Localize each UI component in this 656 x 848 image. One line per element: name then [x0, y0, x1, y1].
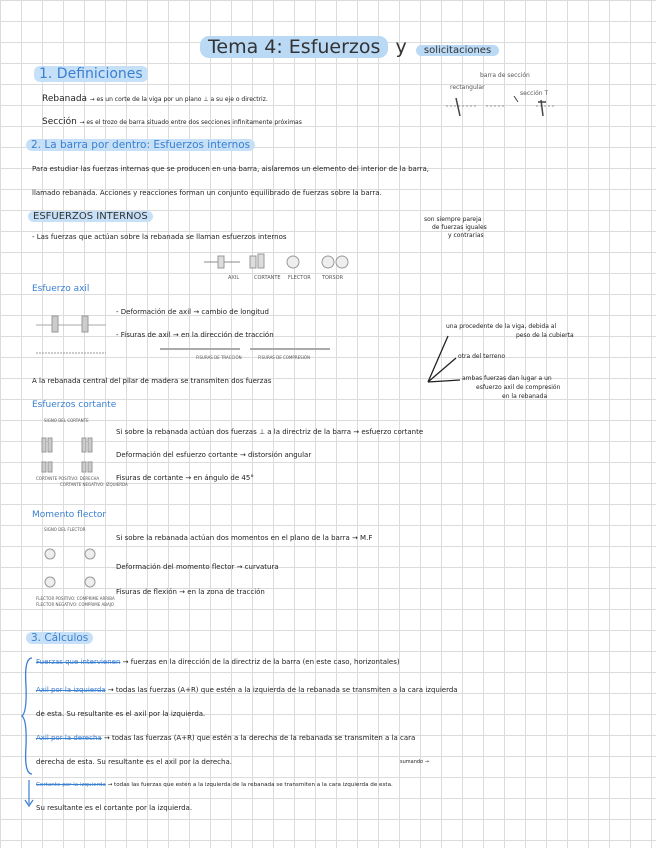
section-1-heading: 1. Definiciones: [34, 66, 148, 82]
cortante-pos-label: CORTANTE POSITIVO: DERECHA: [36, 476, 100, 481]
section-2-heading: 2. La barra por dentro: Esfuerzos internos: [26, 139, 255, 151]
fig-T-label: sección T: [520, 90, 549, 97]
calculos-brace: [22, 656, 36, 776]
seccion-text: → es el trozo de barra situado entre dos secciones infinitamente próximas: [79, 119, 302, 126]
flector-neg-label: FLECTOR NEGATIVO: COMPRIME ABAJO: [36, 602, 115, 607]
pilar-line: A la rebanada central del pilar de madera se transmiten dos fuerzas: [32, 377, 272, 385]
flector-item-1: Si sobre la rebanada actúan dos momentos en el plano de la barra → M.F: [116, 534, 373, 542]
fisuras-traccion-label: FISURAS DE TRACCIÓN: [196, 355, 242, 360]
calculos-term-1: Fuerzas que intervienen: [36, 658, 121, 666]
fig-barra-label: barra de sección: [480, 72, 530, 79]
flector-signo-label: SIGNO DEL FLECTOR: [44, 527, 86, 532]
seccion-definition: [42, 117, 302, 127]
note-line-3: y contrarias: [448, 232, 484, 239]
calculos-note-3: sumando →: [400, 759, 429, 765]
calculos-text-4b: Su resultante es el cortante por la izquierda.: [36, 804, 193, 812]
cortante-item-2: Deformación del esfuerzo cortante → distorsión angular: [116, 451, 312, 459]
calculos-text-2b: de esta. Su resultante es el axil por la izquierda.: [36, 710, 206, 718]
cortante-heading: Esfuerzos cortante: [32, 400, 117, 410]
flector-pos-label: FLECTOR POSITIVO: COMPRIME ARRIBA: [36, 596, 115, 601]
calculos-term-4: Cortante por la izquierda: [36, 782, 106, 788]
flector-heading: Momento flector: [32, 510, 107, 520]
title-main: Tema 4: Esfuerzos: [200, 36, 388, 58]
calculos-term-3: Axil por la derecha: [36, 734, 102, 742]
rebanada-term: Rebanada: [42, 94, 88, 104]
note-line-2: de fuerzas iguales: [432, 224, 487, 231]
note-line-1: son siempre pareja: [424, 216, 482, 223]
cortante-item-3: Fisuras de cortante → en ángulo de 45°: [116, 474, 254, 482]
fig-label-flector: FLECTOR: [288, 275, 311, 281]
calculos-line-4: [36, 782, 393, 788]
cortante-item-1: Si sobre la rebanada actúan dos fuerzas ⊥ a la directriz de la barra → esfuerzo cortante: [116, 428, 424, 436]
axil-item-2: - Fisuras de axil → en la dirección de tracción: [116, 331, 274, 339]
fisuras-figure: [160, 345, 340, 353]
section-3-heading: 3. Cálculos: [26, 632, 93, 644]
axil-figure: [36, 298, 108, 358]
esfuerzos-figure: [200, 252, 360, 276]
fisuras-compresion-label: FISURAS DE COMPRESIÓN: [258, 355, 310, 360]
calculos-text-1: → fuerzas en la dirección de la directriz de la barra (en este caso, horizontales): [122, 658, 400, 666]
esfuerzos-note: [424, 216, 487, 240]
title-sub: solicitaciones: [416, 45, 499, 56]
calculos-text-4a: → todas las fuerzas que estén a la izquierda de la rebanada se transmiten a la cara izquierda de esta.: [107, 782, 393, 788]
pilar-opt1-line1: una procedente de la viga, debida al: [446, 323, 557, 330]
esfuerzos-internos-heading: ESFUERZOS INTERNOS: [28, 211, 153, 222]
pilar-opt3-line2: esfuerzo axil de compresión: [476, 384, 561, 391]
section-sketch-figure: [446, 92, 556, 122]
pilar-opt3-line3: en la rebanada: [502, 393, 548, 400]
fig-label-axil: AXIL: [228, 275, 240, 281]
fig-label-torsor: TORSOR: [322, 275, 344, 281]
calculos-text-3a: → todas las fuerzas (A+R) que estén a la derecha de la rebanada se transmiten a la cara: [103, 734, 416, 742]
pilar-opt1-line2: peso de la cubierta: [516, 332, 574, 339]
pilar-opt3-line1: ambas fuerzas dan lugar a un: [462, 375, 552, 382]
fig-rect-label: rectangular: [450, 84, 485, 91]
fig-label-cortante: CORTANTE: [254, 275, 281, 281]
section-2-para-line1: Para estudiar las fuerzas internas que se producen en una barra, aislaremos un elemento del interior de la barra,: [32, 165, 429, 173]
cortante-figure: [38, 424, 108, 474]
rebanada-definition: [42, 94, 268, 104]
axil-heading: Esfuerzo axil: [32, 284, 90, 294]
calculos-line-2: [36, 686, 458, 694]
flector-item-3: Fisuras de flexión → en la zona de tracción: [116, 588, 265, 596]
calculos-text-2a: → todas las fuerzas (A+R) que estén a la izquierda de la rebanada se transmiten a la cara izquierda: [107, 686, 458, 694]
title-connector: y: [395, 36, 407, 58]
pilar-option-2: otra del terreno: [458, 353, 506, 360]
flector-figure: [38, 534, 108, 594]
flector-item-2: Deformación del momento flector → curvatura: [116, 563, 279, 571]
cortante-signo-label: SIGNO DEL CORTANTE: [44, 418, 89, 423]
calculos-line-3: [36, 734, 415, 742]
cortante-neg-label: CORTANTE NEGATIVO: IZQUIERDA: [60, 482, 128, 487]
calculos-text-3b: derecha de esta. Su resultante es el axil por la derecha.: [36, 758, 232, 766]
seccion-term: Sección: [42, 117, 77, 127]
rebanada-text: → es un corte de la viga por un plano ⊥ a su eje o directriz.: [89, 96, 268, 103]
page-title: [200, 36, 499, 58]
pilar-option-3: [462, 374, 560, 401]
esfuerzos-internos-line: - Las fuerzas que actúan sobre la rebanada se llaman esfuerzos internos: [32, 233, 287, 241]
calculos-line-1: [36, 658, 400, 666]
axil-item-1: - Deformación de axil → cambio de longitud: [116, 308, 269, 316]
calculos-term-2: Axil por la izquierda: [36, 686, 106, 694]
section-2-para-line2: llamado rebanada. Acciones y reacciones forman un conjunto equilibrado de fuerzas sobre la barra.: [32, 189, 382, 197]
calculos-arrow: [24, 780, 34, 808]
pilar-option-1: [446, 322, 574, 340]
